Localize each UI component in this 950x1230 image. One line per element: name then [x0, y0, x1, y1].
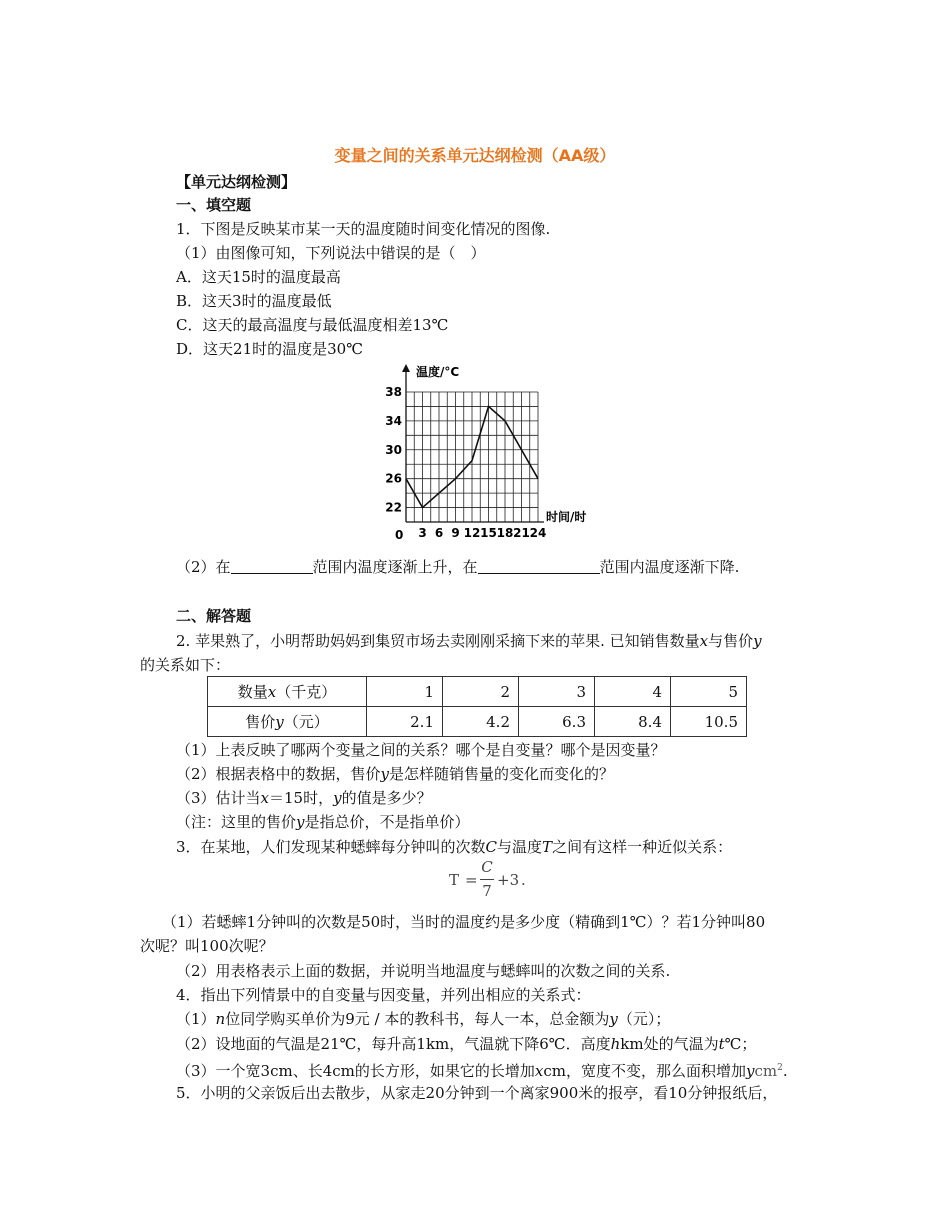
- q1-sub2-part-b: 范围内温度逐渐上升，在: [312, 558, 478, 576]
- temperature-chart: [380, 362, 610, 542]
- q1-intro: 1．下图是反映某市某一天的温度随时间变化情况的图像.: [176, 220, 551, 238]
- x-tick-label: 21: [513, 526, 530, 540]
- y-tick-label: 22: [385, 500, 402, 515]
- q4-sub2: [176, 1034, 756, 1054]
- y-tick-label: 26: [385, 471, 402, 486]
- text: （3）一个宽3cm、长4cm的长方形，如果它的长增加: [176, 1062, 535, 1080]
- q1-sub1: （1）由图像可知，下列说法中错误的是（ ）: [176, 244, 486, 262]
- text: .: [782, 1062, 788, 1080]
- q2-sub2: [176, 764, 614, 784]
- q4-sub3: [176, 1058, 788, 1081]
- q2-note: [176, 812, 470, 832]
- sales-table: [207, 676, 747, 737]
- fraction-bar: [480, 879, 494, 880]
- option-b: B．这天3时的温度最低: [176, 292, 332, 310]
- q1-sub2-part-a: （2）在: [176, 558, 231, 576]
- label-unit: （千克）: [276, 683, 337, 701]
- chart-tick-labels: [385, 385, 546, 540]
- origin-label: 0: [395, 528, 404, 542]
- var-y: y: [746, 1062, 755, 1080]
- var-c: C: [485, 838, 498, 856]
- var-h: h: [610, 1035, 621, 1053]
- q2-line1: [176, 631, 762, 651]
- q1-sub2-part-c: 范围内温度逐渐下降.: [599, 558, 740, 576]
- formula-equals: =: [465, 871, 478, 889]
- text: （注：这里的售价: [176, 813, 297, 831]
- table-cell: 2.1: [367, 707, 443, 737]
- q3-intro: [176, 837, 732, 857]
- y-tick-label: 30: [385, 442, 402, 457]
- var-x: x: [260, 789, 270, 807]
- option-c: C．这天的最高温度与最低温度相差13℃: [176, 316, 449, 334]
- formula-constant: +3: [497, 871, 520, 889]
- unit-exponent: 2: [777, 1063, 783, 1073]
- answer-blank-rising[interactable]: [231, 557, 313, 574]
- table-cell: 10.5: [671, 707, 747, 737]
- q2-text-b: 与售价: [708, 632, 754, 650]
- text: 之间有这样一种近似关系：: [552, 838, 733, 856]
- table-cell: 1: [367, 677, 443, 707]
- x-axis-label: 时间/时: [546, 510, 587, 524]
- formula-numerator: C: [481, 858, 493, 876]
- document-title: 变量之间的关系单元达纲检测（AA级）: [334, 146, 616, 165]
- text: （2）根据表格中的数据，售价: [176, 765, 381, 783]
- text: 与温度: [497, 838, 543, 856]
- q3-sub1-line1: （1）若蟋蟀1分钟叫的次数是50时，当时的温度约是多少度（精确到1℃）？若1分钟叫80: [162, 913, 766, 931]
- q2-line2: 的关系如下：: [140, 656, 231, 674]
- chart-axes: [402, 364, 544, 522]
- q2-text-a: 2. 苹果熟了，小明帮助妈妈到集贸市场去卖刚刚采摘下来的苹果. 已知销售数量: [176, 632, 700, 650]
- text: cm，宽度不变，那么面积增加: [543, 1062, 746, 1080]
- x-tick-label: 6: [434, 526, 444, 540]
- table-cell: 6.3: [519, 707, 595, 737]
- table-cell: 4.2: [443, 707, 519, 737]
- var-y: y: [753, 632, 762, 650]
- var-x: x: [267, 683, 277, 701]
- text: 的值是多少？: [341, 789, 432, 807]
- option-a: A．这天15时的温度最高: [176, 268, 341, 286]
- label-text: 售价: [245, 713, 276, 731]
- text: 是指总价，不是指单价）: [304, 813, 470, 831]
- text: ＝15时，: [269, 789, 334, 807]
- q1-sub2: [176, 557, 739, 577]
- q3-sub2: （2）用表格表示上面的数据，并说明当地温度与蟋蟀叫的次数之间的关系.: [176, 962, 671, 980]
- part1-heading: 一、填空题: [176, 196, 252, 214]
- text: （元）；: [617, 1010, 671, 1028]
- table-cell: 8.4: [595, 707, 671, 737]
- x-tick-label: 15: [480, 526, 497, 540]
- y-tick-label: 34: [385, 413, 402, 428]
- var-t: T: [542, 838, 553, 856]
- var-y: y: [275, 713, 284, 731]
- table-row: [208, 677, 747, 707]
- unit-cm: cm: [754, 1062, 778, 1080]
- text: km处的气温为: [620, 1035, 719, 1053]
- formula-dot: .: [521, 871, 526, 889]
- table-cell: 5: [671, 677, 747, 707]
- label-text: 数量: [237, 683, 268, 701]
- table-cell: 3: [519, 677, 595, 707]
- row-label-price: [208, 707, 367, 737]
- q5-intro: 5．小明的父亲饭后出去散步，从家走20分钟到一个离家900米的报亭，看10分钟报纸后，: [176, 1084, 778, 1102]
- y-axis-arrow: [402, 364, 410, 372]
- y-axis-label: 温度/°C: [416, 365, 460, 379]
- answer-blank-falling[interactable]: [478, 557, 600, 574]
- x-tick-label: 12: [463, 526, 481, 540]
- x-tick-label: 18: [496, 526, 514, 540]
- var-y: y: [296, 813, 305, 831]
- label-unit: （元）: [283, 713, 329, 731]
- text: ℃；: [724, 1035, 757, 1053]
- text: （3）估计当: [176, 789, 261, 807]
- x-tick-label: 3: [418, 526, 427, 540]
- text: 3．在某地，人们发现某种蟋蟀每分钟叫的次数: [176, 838, 486, 856]
- q4-intro: 4．指出下列情景中的自变量与因变量，并列出相应的关系式：: [176, 986, 591, 1004]
- chart-grid: [406, 392, 538, 522]
- q3-sub1-line2: 次呢？叫100次呢？: [140, 937, 274, 955]
- var-n: n: [215, 1010, 226, 1028]
- text: （1）: [176, 1010, 216, 1028]
- text: （2）设地面的气温是21℃，每升高1km，气温就下降6℃．高度: [176, 1035, 611, 1053]
- formula-lhs: T: [449, 871, 460, 889]
- q2-sub3: [176, 788, 432, 808]
- var-t: t: [718, 1035, 725, 1053]
- y-tick-label: 38: [385, 385, 402, 399]
- row-label-quantity: [208, 677, 367, 707]
- var-x: x: [699, 632, 709, 650]
- var-y: y: [380, 765, 390, 783]
- q4-sub1: [176, 1009, 670, 1029]
- text: 位同学购买单价为9元 / 本的教科书，每人一本，总金额为: [225, 1010, 610, 1028]
- section-header: 【单元达纲检测】: [176, 173, 297, 191]
- var-y: y: [609, 1010, 618, 1028]
- x-tick-label: 24: [529, 526, 547, 540]
- option-d: D．这天21时的温度是30℃: [176, 340, 363, 358]
- table-cell: 4: [595, 677, 671, 707]
- x-tick-label: 9: [451, 526, 460, 540]
- table-cell: 2: [443, 677, 519, 707]
- q2-sub1: （1）上表反映了哪两个变量之间的关系？哪个是自变量？哪个是因变量？: [176, 741, 666, 759]
- text: 是怎样随销售量的变化而变化的？: [389, 765, 615, 783]
- var-y: y: [333, 789, 342, 807]
- part2-heading: 二、解答题: [176, 607, 252, 625]
- table-row: [208, 707, 747, 737]
- formula: [449, 858, 529, 902]
- var-x: x: [534, 1062, 544, 1080]
- formula-denominator: 7: [482, 882, 492, 900]
